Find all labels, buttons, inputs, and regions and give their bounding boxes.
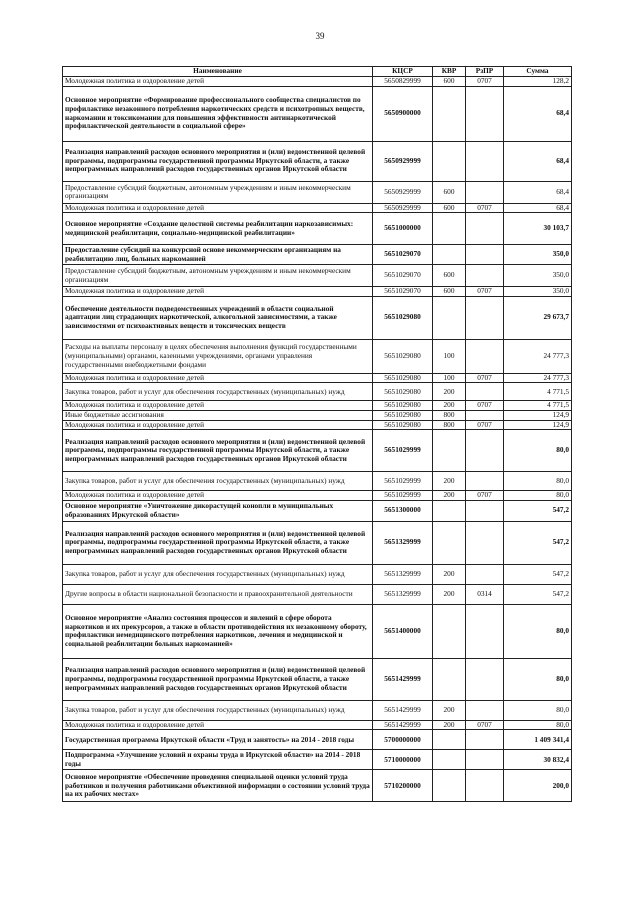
cell-sum: 80,0: [504, 430, 572, 472]
table-row: [63, 181, 572, 203]
cell-kvr: 600: [433, 181, 466, 203]
cell-kcsr: 5651029999: [373, 491, 433, 501]
cell-sum: 124,9: [504, 410, 572, 420]
cell-sum: 547,2: [504, 521, 572, 564]
cell-kcsr: 5651029999: [373, 430, 433, 472]
cell-name: Основное мероприятие «Создание целостной системы реабилитации наркозависимых: медицинской реабилитации, социально-медицинской реабилитации»: [63, 213, 373, 245]
cell-kcsr: 5651000000: [373, 213, 433, 245]
cell-kcsr: 5651429999: [373, 720, 433, 730]
cell-kvr: [433, 521, 466, 564]
cell-kcsr: 5651429999: [373, 658, 433, 700]
cell-sum: 80,0: [504, 491, 572, 501]
cell-sum: 80,0: [504, 658, 572, 700]
cell-kvr: 200: [433, 401, 466, 411]
budget-table: [62, 66, 572, 802]
table-row: [63, 77, 572, 87]
cell-name: Предоставление субсидий на конкурсной основе некоммерческим организациям на реабилитацию лиц, больных наркоманией: [63, 245, 373, 265]
cell-sum: 200,0: [504, 770, 572, 802]
cell-name: Закупка товаров, работ и услуг для обеспечения государственных (муниципальных) нужд: [63, 700, 373, 720]
header-kvr: КВР: [433, 67, 466, 77]
cell-name: Закупка товаров, работ и услуг для обеспечения государственных (муниципальных) нужд: [63, 383, 373, 401]
table-row: [63, 472, 572, 491]
cell-kcsr: 5651029070: [373, 287, 433, 297]
cell-rzpr: [466, 213, 504, 245]
cell-sum: 4 771,5: [504, 383, 572, 401]
cell-kcsr: 5650900000: [373, 86, 433, 141]
cell-rzpr: [466, 296, 504, 339]
cell-kvr: [433, 500, 466, 521]
cell-name: Реализация направлений расходов основного мероприятия и (или) ведомственной целевой программы, подпрограммы государственной программы Иркутской области, а также непрограммных направлений расходов государственных органов Иркутской области: [63, 658, 373, 700]
cell-sum: 68,4: [504, 86, 572, 141]
cell-sum: 68,4: [504, 181, 572, 203]
cell-sum: 547,2: [504, 564, 572, 584]
cell-rzpr: [466, 245, 504, 265]
table-row: [63, 521, 572, 564]
cell-rzpr: [466, 86, 504, 141]
table-row: [63, 604, 572, 658]
cell-name: Основное мероприятие «Формирование профессионального сообщества специалистов по профилактике незаконного потребления наркотических средств и психотропных веществ, наркомании и токсикомании для повышения эффективности антинаркотической профилактической деятельности в социальной сфере»: [63, 86, 373, 141]
table-row: [63, 203, 572, 213]
table-row: [63, 491, 572, 501]
cell-sum: 80,0: [504, 604, 572, 658]
cell-kvr: 100: [433, 339, 466, 373]
page-number: 39: [315, 31, 325, 41]
cell-kcsr: 5651329999: [373, 584, 433, 604]
cell-kcsr: 5650929999: [373, 181, 433, 203]
table-row: [63, 383, 572, 401]
cell-name: Реализация направлений расходов основного мероприятия и (или) ведомственной целевой программы, подпрограммы государственной программы Иркутской области, а также непрограммных направлений расходов государственных органов Иркутской области: [63, 141, 373, 181]
table-row: [63, 420, 572, 430]
cell-sum: 24 777,3: [504, 339, 572, 373]
cell-name: Обеспечение деятельности подведомственных учреждений в области социальной адаптации лиц страдающих наркотической, алкогольной зависимостями, а также зависимостями от психоактивных веществ и токсических веществ: [63, 296, 373, 339]
cell-rzpr: [466, 750, 504, 770]
header-name: Наименование: [63, 67, 373, 77]
cell-sum: 547,2: [504, 584, 572, 604]
cell-rzpr: 0707: [466, 420, 504, 430]
cell-sum: 30 832,4: [504, 750, 572, 770]
cell-sum: 29 673,7: [504, 296, 572, 339]
cell-kvr: [433, 730, 466, 750]
table-row: [63, 373, 572, 383]
cell-kcsr: 5651029080: [373, 296, 433, 339]
cell-rzpr: [466, 472, 504, 491]
cell-rzpr: 0707: [466, 720, 504, 730]
cell-rzpr: [466, 265, 504, 287]
cell-sum: 128,2: [504, 77, 572, 87]
header-rzpr: РзПР: [466, 67, 504, 77]
table-row: [63, 296, 572, 339]
table-row: [63, 730, 572, 750]
cell-kcsr: 5651029999: [373, 472, 433, 491]
cell-kcsr: 5651429999: [373, 700, 433, 720]
cell-name: Предоставление субсидий бюджетным, автономным учреждениям и иным некоммерческим организациям: [63, 265, 373, 287]
cell-kcsr: 5651029080: [373, 401, 433, 411]
cell-name: Закупка товаров, работ и услуг для обеспечения государственных (муниципальных) нужд: [63, 564, 373, 584]
cell-name: Основное мероприятие «Уничтожение дикорастущей конопли в муниципальных образованиях Иркутской области»: [63, 500, 373, 521]
cell-rzpr: 0707: [466, 203, 504, 213]
cell-kvr: 200: [433, 720, 466, 730]
cell-kvr: 800: [433, 420, 466, 430]
cell-rzpr: [466, 700, 504, 720]
table-row: [63, 720, 572, 730]
cell-rzpr: [466, 604, 504, 658]
cell-name: Молодежная политика и оздоровление детей: [63, 420, 373, 430]
cell-sum: 350,0: [504, 287, 572, 297]
table-row: [63, 213, 572, 245]
cell-kcsr: 5651029080: [373, 383, 433, 401]
cell-kcsr: 5651029080: [373, 373, 433, 383]
cell-kcsr: 5651400000: [373, 604, 433, 658]
cell-name: Предоставление субсидий бюджетным, автономным учреждениям и иным некоммерческим организациям: [63, 181, 373, 203]
cell-kcsr: 5651029080: [373, 339, 433, 373]
cell-rzpr: [466, 730, 504, 750]
cell-kcsr: 5651029070: [373, 245, 433, 265]
cell-kcsr: 5650829999: [373, 77, 433, 87]
cell-rzpr: 0707: [466, 77, 504, 87]
cell-kcsr: 5651029070: [373, 265, 433, 287]
table-row: [63, 658, 572, 700]
cell-kcsr: 5651029080: [373, 410, 433, 420]
cell-kcsr: 5710000000: [373, 750, 433, 770]
cell-kcsr: 5651329999: [373, 564, 433, 584]
cell-name: Молодежная политика и оздоровление детей: [63, 373, 373, 383]
cell-kvr: [433, 296, 466, 339]
cell-kvr: 200: [433, 383, 466, 401]
cell-name: Иные бюджетные ассигнования: [63, 410, 373, 420]
cell-kcsr: 5650929999: [373, 141, 433, 181]
cell-rzpr: [466, 770, 504, 802]
cell-kcsr: 5650929999: [373, 203, 433, 213]
cell-rzpr: [466, 410, 504, 420]
cell-name: Молодежная политика и оздоровление детей: [63, 77, 373, 87]
cell-name: Основное мероприятие «Анализ состояния процессов и явлений в сфере оборота наркотиков и их прекурсоров, а также в области противодействия их незаконному обороту, профилактики немедицинского потребления наркотиков, лечения и медицинской и социальной реабилитации больных наркоманией»: [63, 604, 373, 658]
cell-kcsr: 5651329999: [373, 521, 433, 564]
cell-rzpr: 0314: [466, 584, 504, 604]
cell-rzpr: [466, 141, 504, 181]
table-header-row: [63, 67, 572, 77]
table-row: [63, 564, 572, 584]
cell-kvr: 200: [433, 491, 466, 501]
cell-sum: 30 103,7: [504, 213, 572, 245]
cell-kvr: [433, 770, 466, 802]
cell-sum: 80,0: [504, 472, 572, 491]
table-row: [63, 500, 572, 521]
cell-name: Молодежная политика и оздоровление детей: [63, 491, 373, 501]
cell-name: Молодежная политика и оздоровление детей: [63, 287, 373, 297]
cell-kvr: 200: [433, 472, 466, 491]
table-row: [63, 339, 572, 373]
cell-kvr: 100: [433, 373, 466, 383]
cell-kcsr: 5710200000: [373, 770, 433, 802]
cell-rzpr: 0707: [466, 287, 504, 297]
cell-kvr: [433, 750, 466, 770]
cell-kvr: [433, 245, 466, 265]
table-row: [63, 265, 572, 287]
cell-name: Закупка товаров, работ и услуг для обеспечения государственных (муниципальных) нужд: [63, 472, 373, 491]
table-row: [63, 141, 572, 181]
cell-rzpr: 0707: [466, 373, 504, 383]
cell-sum: 124,9: [504, 420, 572, 430]
table-row: [63, 86, 572, 141]
cell-kvr: [433, 141, 466, 181]
cell-sum: 68,4: [504, 203, 572, 213]
cell-kvr: 600: [433, 265, 466, 287]
table-row: [63, 584, 572, 604]
cell-sum: 1 409 341,4: [504, 730, 572, 750]
cell-rzpr: [466, 500, 504, 521]
cell-name: Реализация направлений расходов основного мероприятия и (или) ведомственной целевой программы, подпрограммы государственной программы Иркутской области, а также непрограммных направлений расходов государственных органов Иркутской области: [63, 521, 373, 564]
cell-name: Молодежная политика и оздоровление детей: [63, 720, 373, 730]
header-kcsr: КЦСР: [373, 67, 433, 77]
table-row: [63, 750, 572, 770]
cell-name: Подпрограмма «Улучшение условий и охраны труда в Иркутской области» на 2014 - 2018 годы: [63, 750, 373, 770]
cell-kvr: [433, 213, 466, 245]
cell-rzpr: [466, 521, 504, 564]
table-row: [63, 410, 572, 420]
cell-kvr: 600: [433, 77, 466, 87]
cell-name: Реализация направлений расходов основного мероприятия и (или) ведомственной целевой программы, подпрограммы государственной программы Иркутской области, а также непрограммных направлений расходов государственных органов Иркутской области: [63, 430, 373, 472]
cell-kcsr: 5651029080: [373, 420, 433, 430]
cell-sum: 68,4: [504, 141, 572, 181]
cell-rzpr: [466, 658, 504, 700]
cell-sum: 24 777,3: [504, 373, 572, 383]
cell-kcsr: 5700000000: [373, 730, 433, 750]
cell-rzpr: [466, 383, 504, 401]
cell-kvr: 200: [433, 700, 466, 720]
cell-kvr: [433, 86, 466, 141]
cell-sum: 4 771,5: [504, 401, 572, 411]
cell-kvr: 800: [433, 410, 466, 420]
cell-name: Основное мероприятие «Обеспечение проведения специальной оценки условий труда работников и получения работниками объективной информации о состоянии условий труда на их рабочих местах»: [63, 770, 373, 802]
cell-kvr: [433, 604, 466, 658]
cell-name: Молодежная политика и оздоровление детей: [63, 401, 373, 411]
cell-rzpr: [466, 430, 504, 472]
cell-rzpr: 0707: [466, 491, 504, 501]
cell-kvr: 200: [433, 564, 466, 584]
cell-kvr: 200: [433, 584, 466, 604]
table-row: [63, 245, 572, 265]
cell-name: Другие вопросы в области национальной безопасности и правоохранительной деятельности: [63, 584, 373, 604]
table-row: [63, 430, 572, 472]
table-row: [63, 287, 572, 297]
cell-sum: 80,0: [504, 700, 572, 720]
cell-kvr: 600: [433, 287, 466, 297]
cell-rzpr: 0707: [466, 401, 504, 411]
cell-sum: 547,2: [504, 500, 572, 521]
cell-sum: 350,0: [504, 265, 572, 287]
table-row: [63, 770, 572, 802]
cell-name: Государственная программа Иркутской области «Труд и занятость» на 2014 - 2018 годы: [63, 730, 373, 750]
cell-sum: 350,0: [504, 245, 572, 265]
cell-kvr: [433, 430, 466, 472]
cell-kcsr: 5651300000: [373, 500, 433, 521]
table-row: [63, 700, 572, 720]
cell-rzpr: [466, 339, 504, 373]
cell-name: Расходы на выплаты персоналу в целях обеспечения выполнения функций государственными (муниципальными) органами, казенными учреждениями, органами управления государственными внебюджетными фондами: [63, 339, 373, 373]
cell-kvr: [433, 658, 466, 700]
header-sum: Сумма: [504, 67, 572, 77]
cell-sum: 80,0: [504, 720, 572, 730]
cell-rzpr: [466, 564, 504, 584]
cell-rzpr: [466, 181, 504, 203]
cell-name: Молодежная политика и оздоровление детей: [63, 203, 373, 213]
table-body: [63, 77, 572, 802]
cell-kvr: 600: [433, 203, 466, 213]
